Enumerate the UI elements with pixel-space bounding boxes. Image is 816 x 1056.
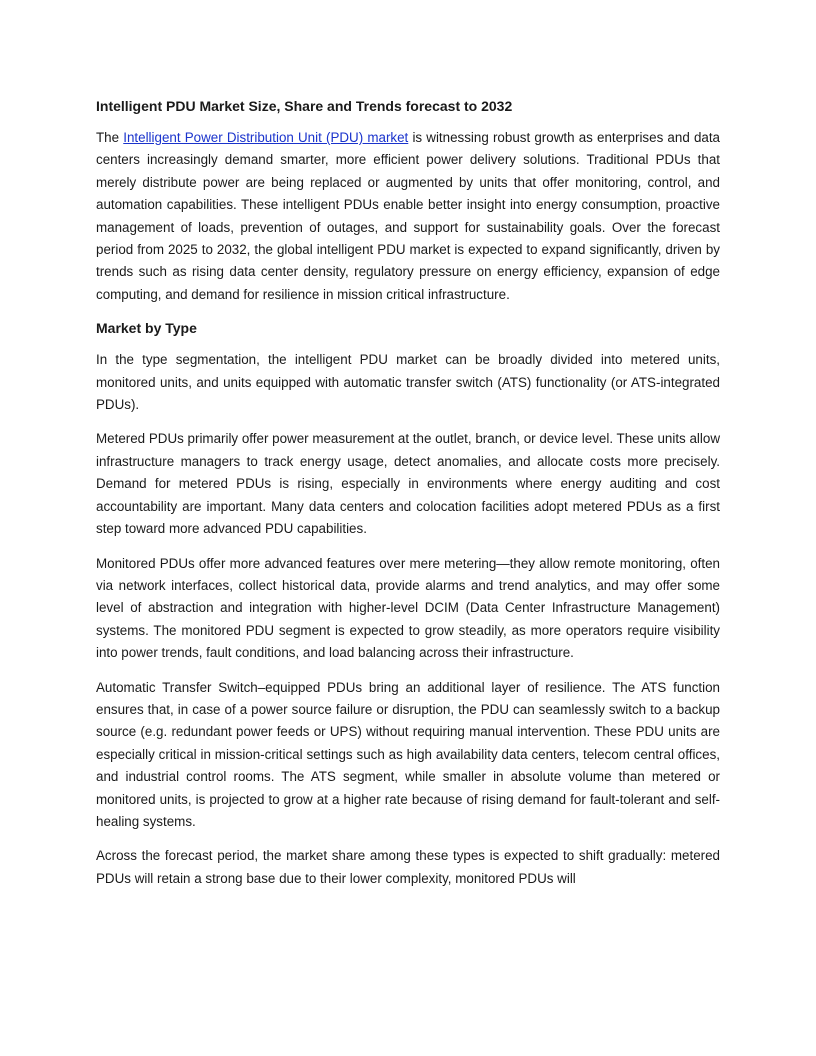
paragraph-metered-pdus: Metered PDUs primarily offer power measurement at the outlet, branch, or device level. These units allow infrastructure managers to track energy usage, detect anomalies, and allocate costs more precisely. Demand for metered PDUs is rising, especially in environments where energy auditing and cost accountability are important. Many data centers and colocation facilities adopt metered PDUs as a first step toward more advanced PDU capabilities.	[96, 431, 720, 537]
pdu-market-link[interactable]: Intelligent Power Distribution Unit (PDU) market	[123, 130, 409, 145]
intro-paragraph	[96, 127, 720, 306]
paragraph-type-segmentation: In the type segmentation, the intelligent PDU market can be broadly divided into metered units, monitored units, and units equipped with automatic transfer switch (ATS) functionality (or ATS-integrated PDUs).	[96, 352, 720, 413]
intro-text-before-link: The	[96, 130, 124, 145]
document-title: Intelligent PDU Market Size, Share and Trends forecast to 2032	[96, 98, 513, 114]
paragraph-monitored-pdus: Monitored PDUs offer more advanced features over mere metering—they allow remote monitoring, often via network interfaces, collect historical data, provide alarms and trend analytics, and may offer some level of abstraction and integration with higher-level DCIM (Data Center Infrastructure Management) systems. The monitored PDU segment is expected to grow steadily, as more operators require visibility into power trends, fault conditions, and load balancing across their infrastructure.	[96, 555, 720, 661]
document-page	[96, 96, 720, 902]
intro-text-after-link: is witnessing robust growth as enterprises and data centers increasingly demand smarter, more efficient power delivery solutions. Traditional PDUs that merely distribute power are being replaced or augmented by units that offer monitoring, control, and automation capabilities. These intelligent PDUs enable better insight into energy consumption, proactive management of loads, prevention of outages, and support for sustainability goals. Over the forecast period from 2025 to 2032, the global intelligent PDU market is expected to expand significantly, driven by trends such as rising data center density, regulatory pressure on energy efficiency, expansion of edge computing, and demand for resilience in mission critical infrastructure.	[96, 130, 721, 302]
section-heading-market-by-type: Market by Type	[96, 320, 197, 337]
paragraph-market-share-shift: Across the forecast period, the market share among these types is expected to shift gradually: metered PDUs will retain a strong base due to their lower complexity, monitored PDUs will	[96, 848, 720, 886]
paragraph-ats-pdus: Automatic Transfer Switch–equipped PDUs bring an additional layer of resilience. The ATS function ensures that, in case of a power source failure or disruption, the PDU can seamlessly switch to a backup source (e.g. redundant power feeds or UPS) without requiring manual intervention. These PDU units are especially critical in mission-critical settings such as high availability data centers, telecom central offices, and industrial control rooms. The ATS segment, while smaller in absolute volume than metered or monitored units, is projected to grow at a higher rate because of rising demand for fault-tolerant and self-healing systems.	[96, 679, 720, 829]
